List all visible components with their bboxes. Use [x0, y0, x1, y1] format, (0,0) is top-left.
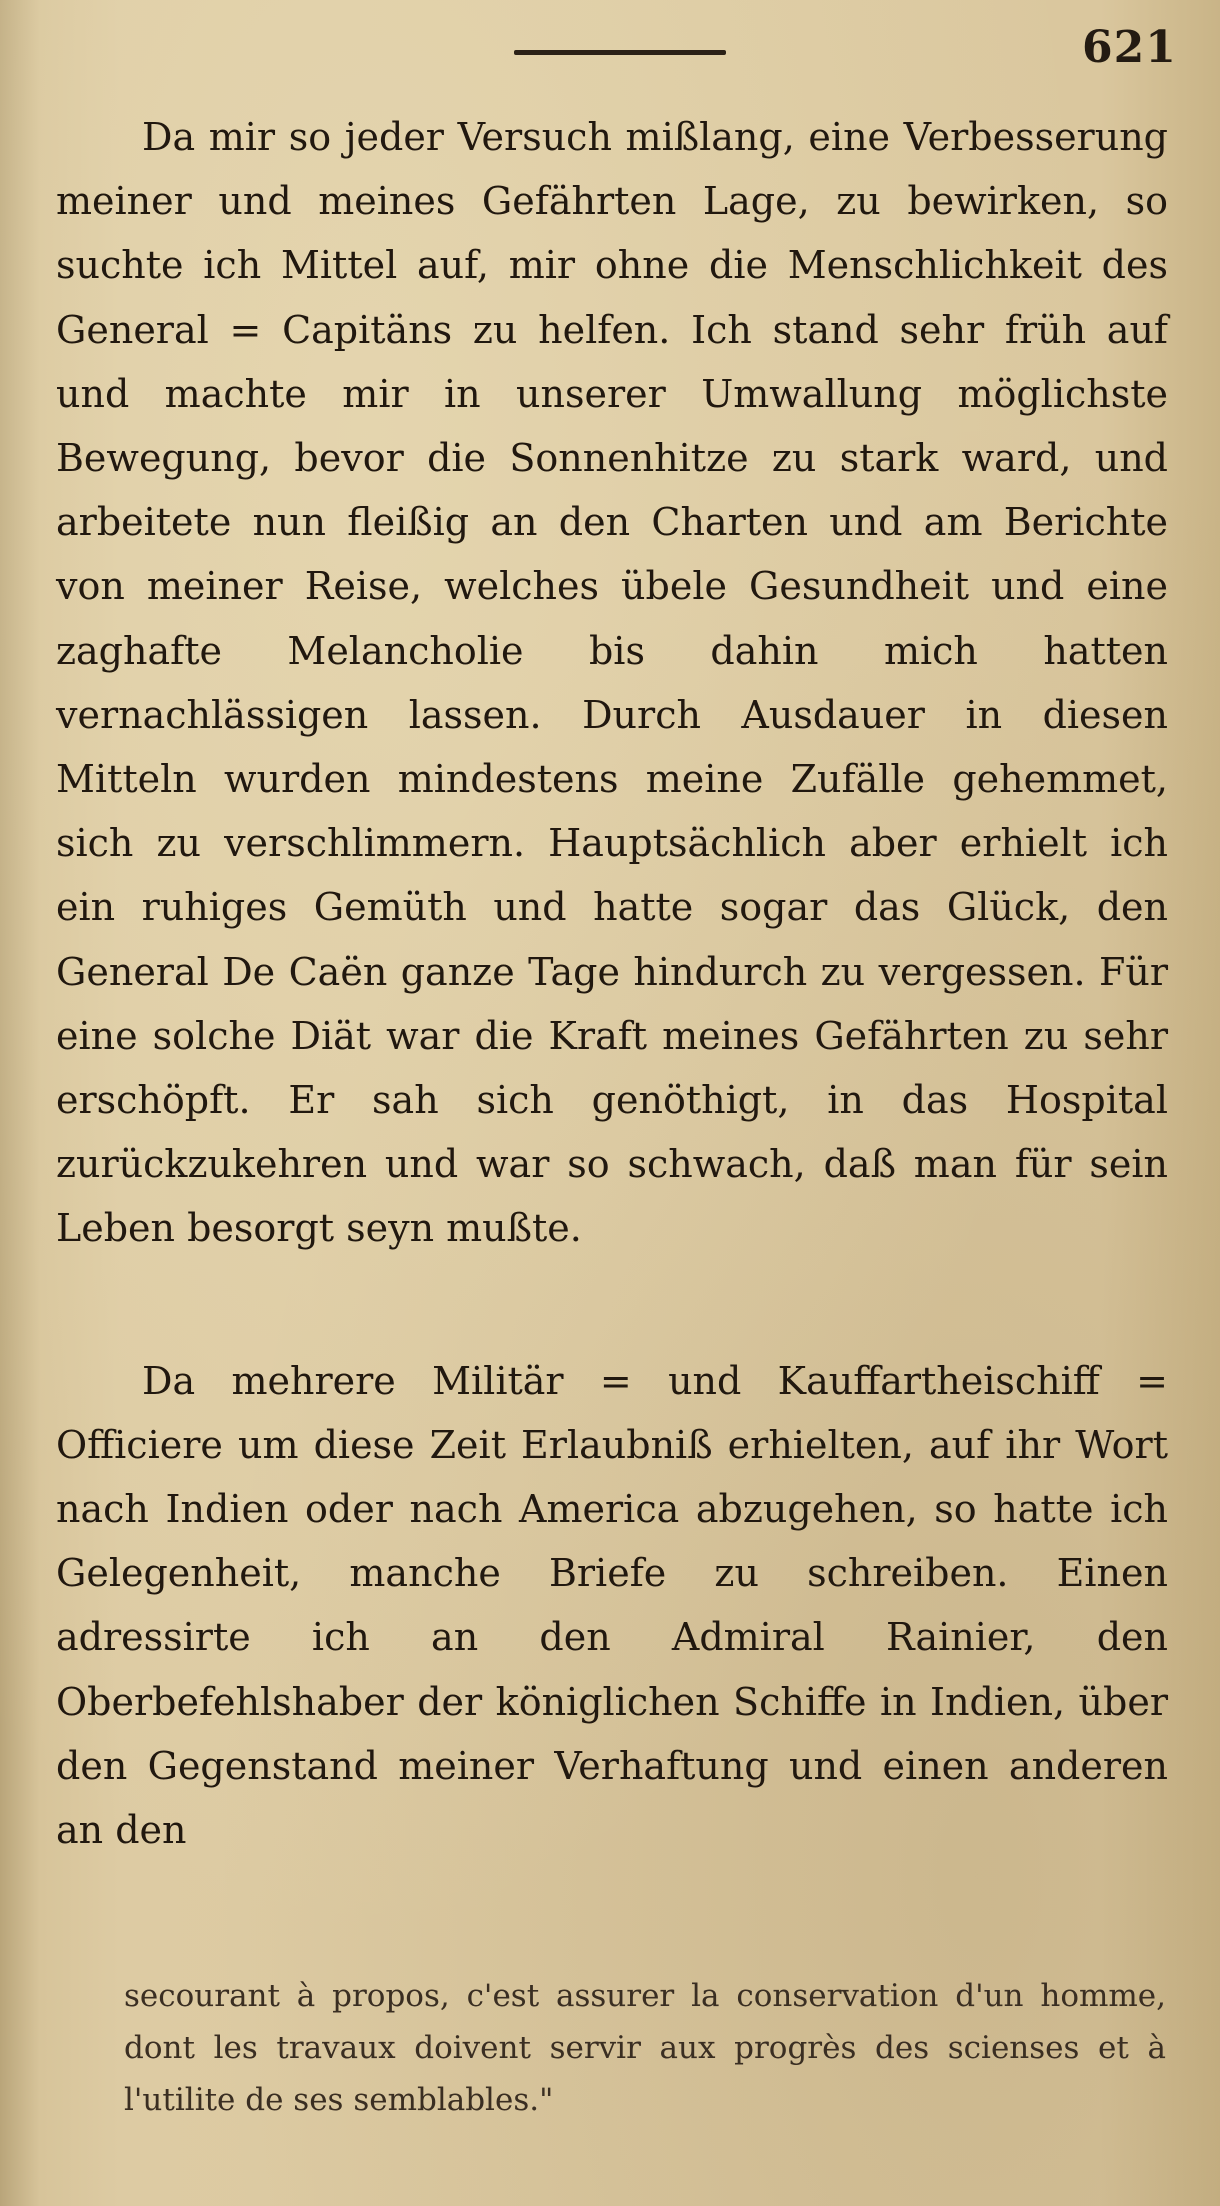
footnote-text: secourant à propos, c'est assurer la conservation d'un homme, dont les travaux doivent servir aux progrès des scienses et à l'utilite de ses semblables.": [124, 1978, 1166, 2118]
paragraph: Da mir so jeder Versuch mißlang, eine Verbesserung meiner und meines Gefährten Lage, zu bewirken, so suchte ich Mittel auf, mir ohne die Menschlichkeit des General = Capitäns zu helfen. Ich stand sehr früh auf und machte mir in unserer Umwallung möglichste Bewegung, bevor die Sonnenhitze zu stark ward, und arbeitete nun fleißig an den Charten und am Berichte von meiner Reise, welches übele Gesundheit und eine zaghafte Melancholie bis dahin mich hatten vernachlässigen lassen. Durch Ausdauer in diesen Mitteln wurden mindestens meine Zufälle gehemmet, sich zu verschlimmern. Hauptsächlich aber erhielt ich ein ruhiges Gemüth und hatte sogar das Glück, den General De Caën ganze Tage hindurch zu vergessen. Für eine solche Diät war die Kraft meines Gefährten zu sehr erschöpft. Er sah sich genöthigt, in das Hospital zurückzukehren und war so schwach, daß man für sein Leben besorgt seyn mußte.: [56, 115, 1168, 1251]
footnote: [124, 1970, 1166, 2126]
header-rule: [514, 50, 726, 55]
body-text: [56, 105, 1168, 1862]
paragraph: Da mehrere Militär = und Kauffartheischiff = Officiere um diese Zeit Erlaubniß erhielten, auf ihr Wort nach Indien oder nach America abzugehen, so hatte ich Gelegenheit, manche Briefe zu schreiben. Einen adressirte ich an den Admiral Rainier, den Oberbefehlshaber der königlichen Schiffe in Indien, über den Gegenstand meiner Verhaftung und einen anderen an den: [56, 1358, 1168, 1853]
page-number: 621: [1082, 22, 1177, 73]
